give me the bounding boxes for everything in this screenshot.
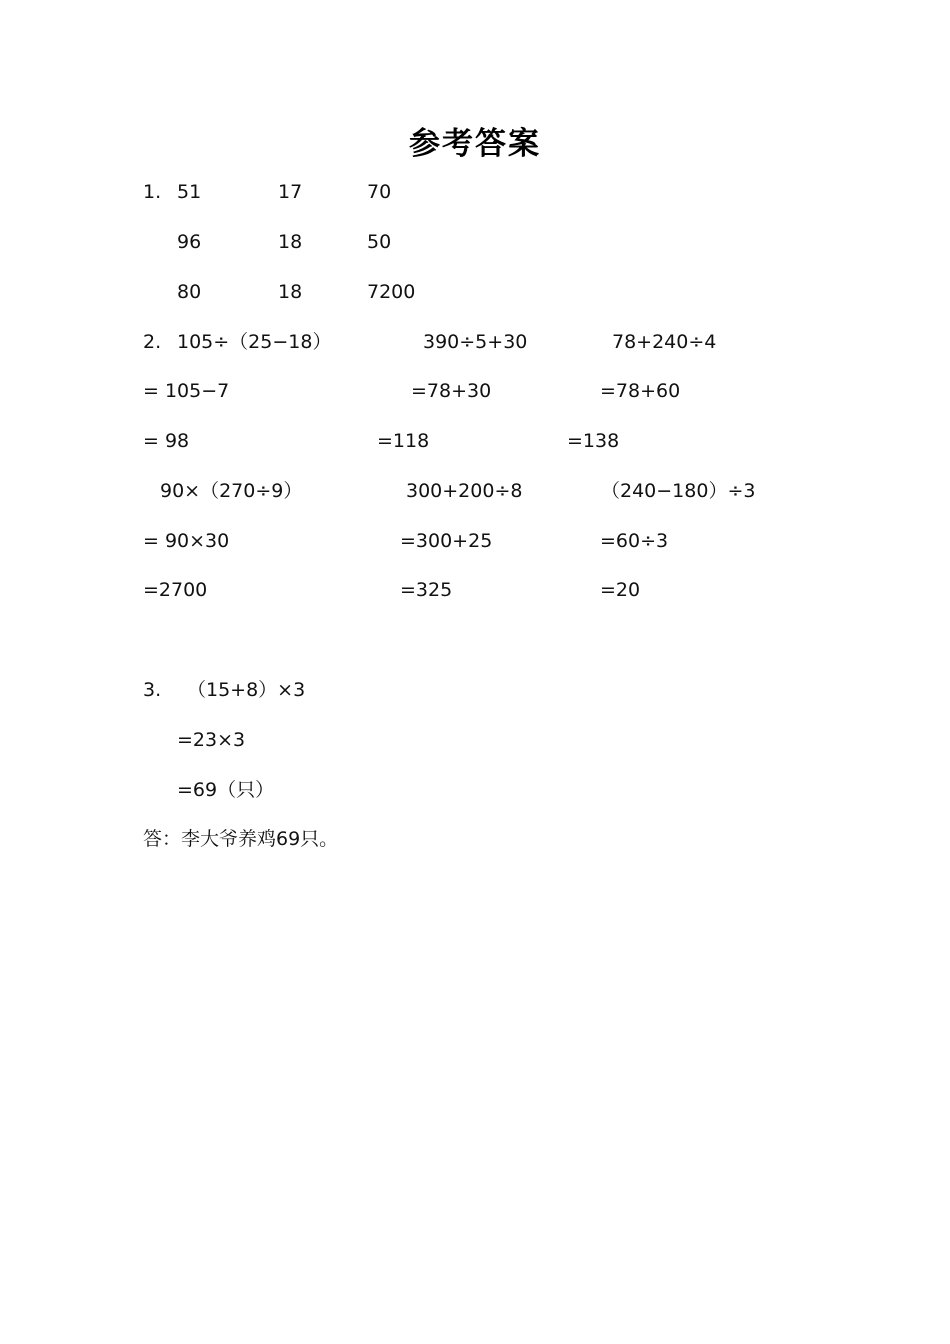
q2-result: =118 xyxy=(377,430,430,452)
q2-result: =325 xyxy=(400,579,453,601)
q2-expression: 105÷（25−18） xyxy=(177,331,332,353)
q1-number: 1. xyxy=(143,181,162,203)
q3-step: =23×3 xyxy=(177,729,246,751)
q1-answer: 80 xyxy=(177,281,202,303)
q2-step: =300+25 xyxy=(400,530,493,552)
q2-step: = 90×30 xyxy=(143,530,230,552)
q1-answer: 70 xyxy=(367,181,392,203)
q2-result: =2700 xyxy=(143,579,208,601)
q1-answer: 51 xyxy=(177,181,202,203)
q2-step: = 105−7 xyxy=(143,380,230,402)
q2-expression: 390÷5+30 xyxy=(423,331,528,353)
q2-step: =60÷3 xyxy=(600,530,669,552)
q1-answer: 18 xyxy=(278,281,303,303)
q1-answer: 7200 xyxy=(367,281,416,303)
q3-number: 3. xyxy=(143,679,162,701)
q2-expression: 300+200÷8 xyxy=(406,480,523,502)
q2-expression: 90×（270÷9） xyxy=(160,480,303,502)
q2-expression: （240−180）÷3 xyxy=(601,480,756,502)
q3-expression: （15+8）×3 xyxy=(187,679,306,701)
q1-answer: 50 xyxy=(367,231,392,253)
q1-answer: 17 xyxy=(278,181,303,203)
q3-answer-sentence: 答：李大爷养鸡69只。 xyxy=(143,828,339,850)
q2-number: 2. xyxy=(143,331,162,353)
q1-answer: 96 xyxy=(177,231,202,253)
q3-result: =69（只） xyxy=(177,779,275,801)
q2-step: =78+30 xyxy=(411,380,492,402)
q2-expression: 78+240÷4 xyxy=(612,331,717,353)
q2-result: =20 xyxy=(600,579,641,601)
q2-step: =78+60 xyxy=(600,380,681,402)
q2-result: = 98 xyxy=(143,430,190,452)
page-title: 参考答案 xyxy=(409,126,541,162)
q1-answer: 18 xyxy=(278,231,303,253)
q2-result: =138 xyxy=(567,430,620,452)
